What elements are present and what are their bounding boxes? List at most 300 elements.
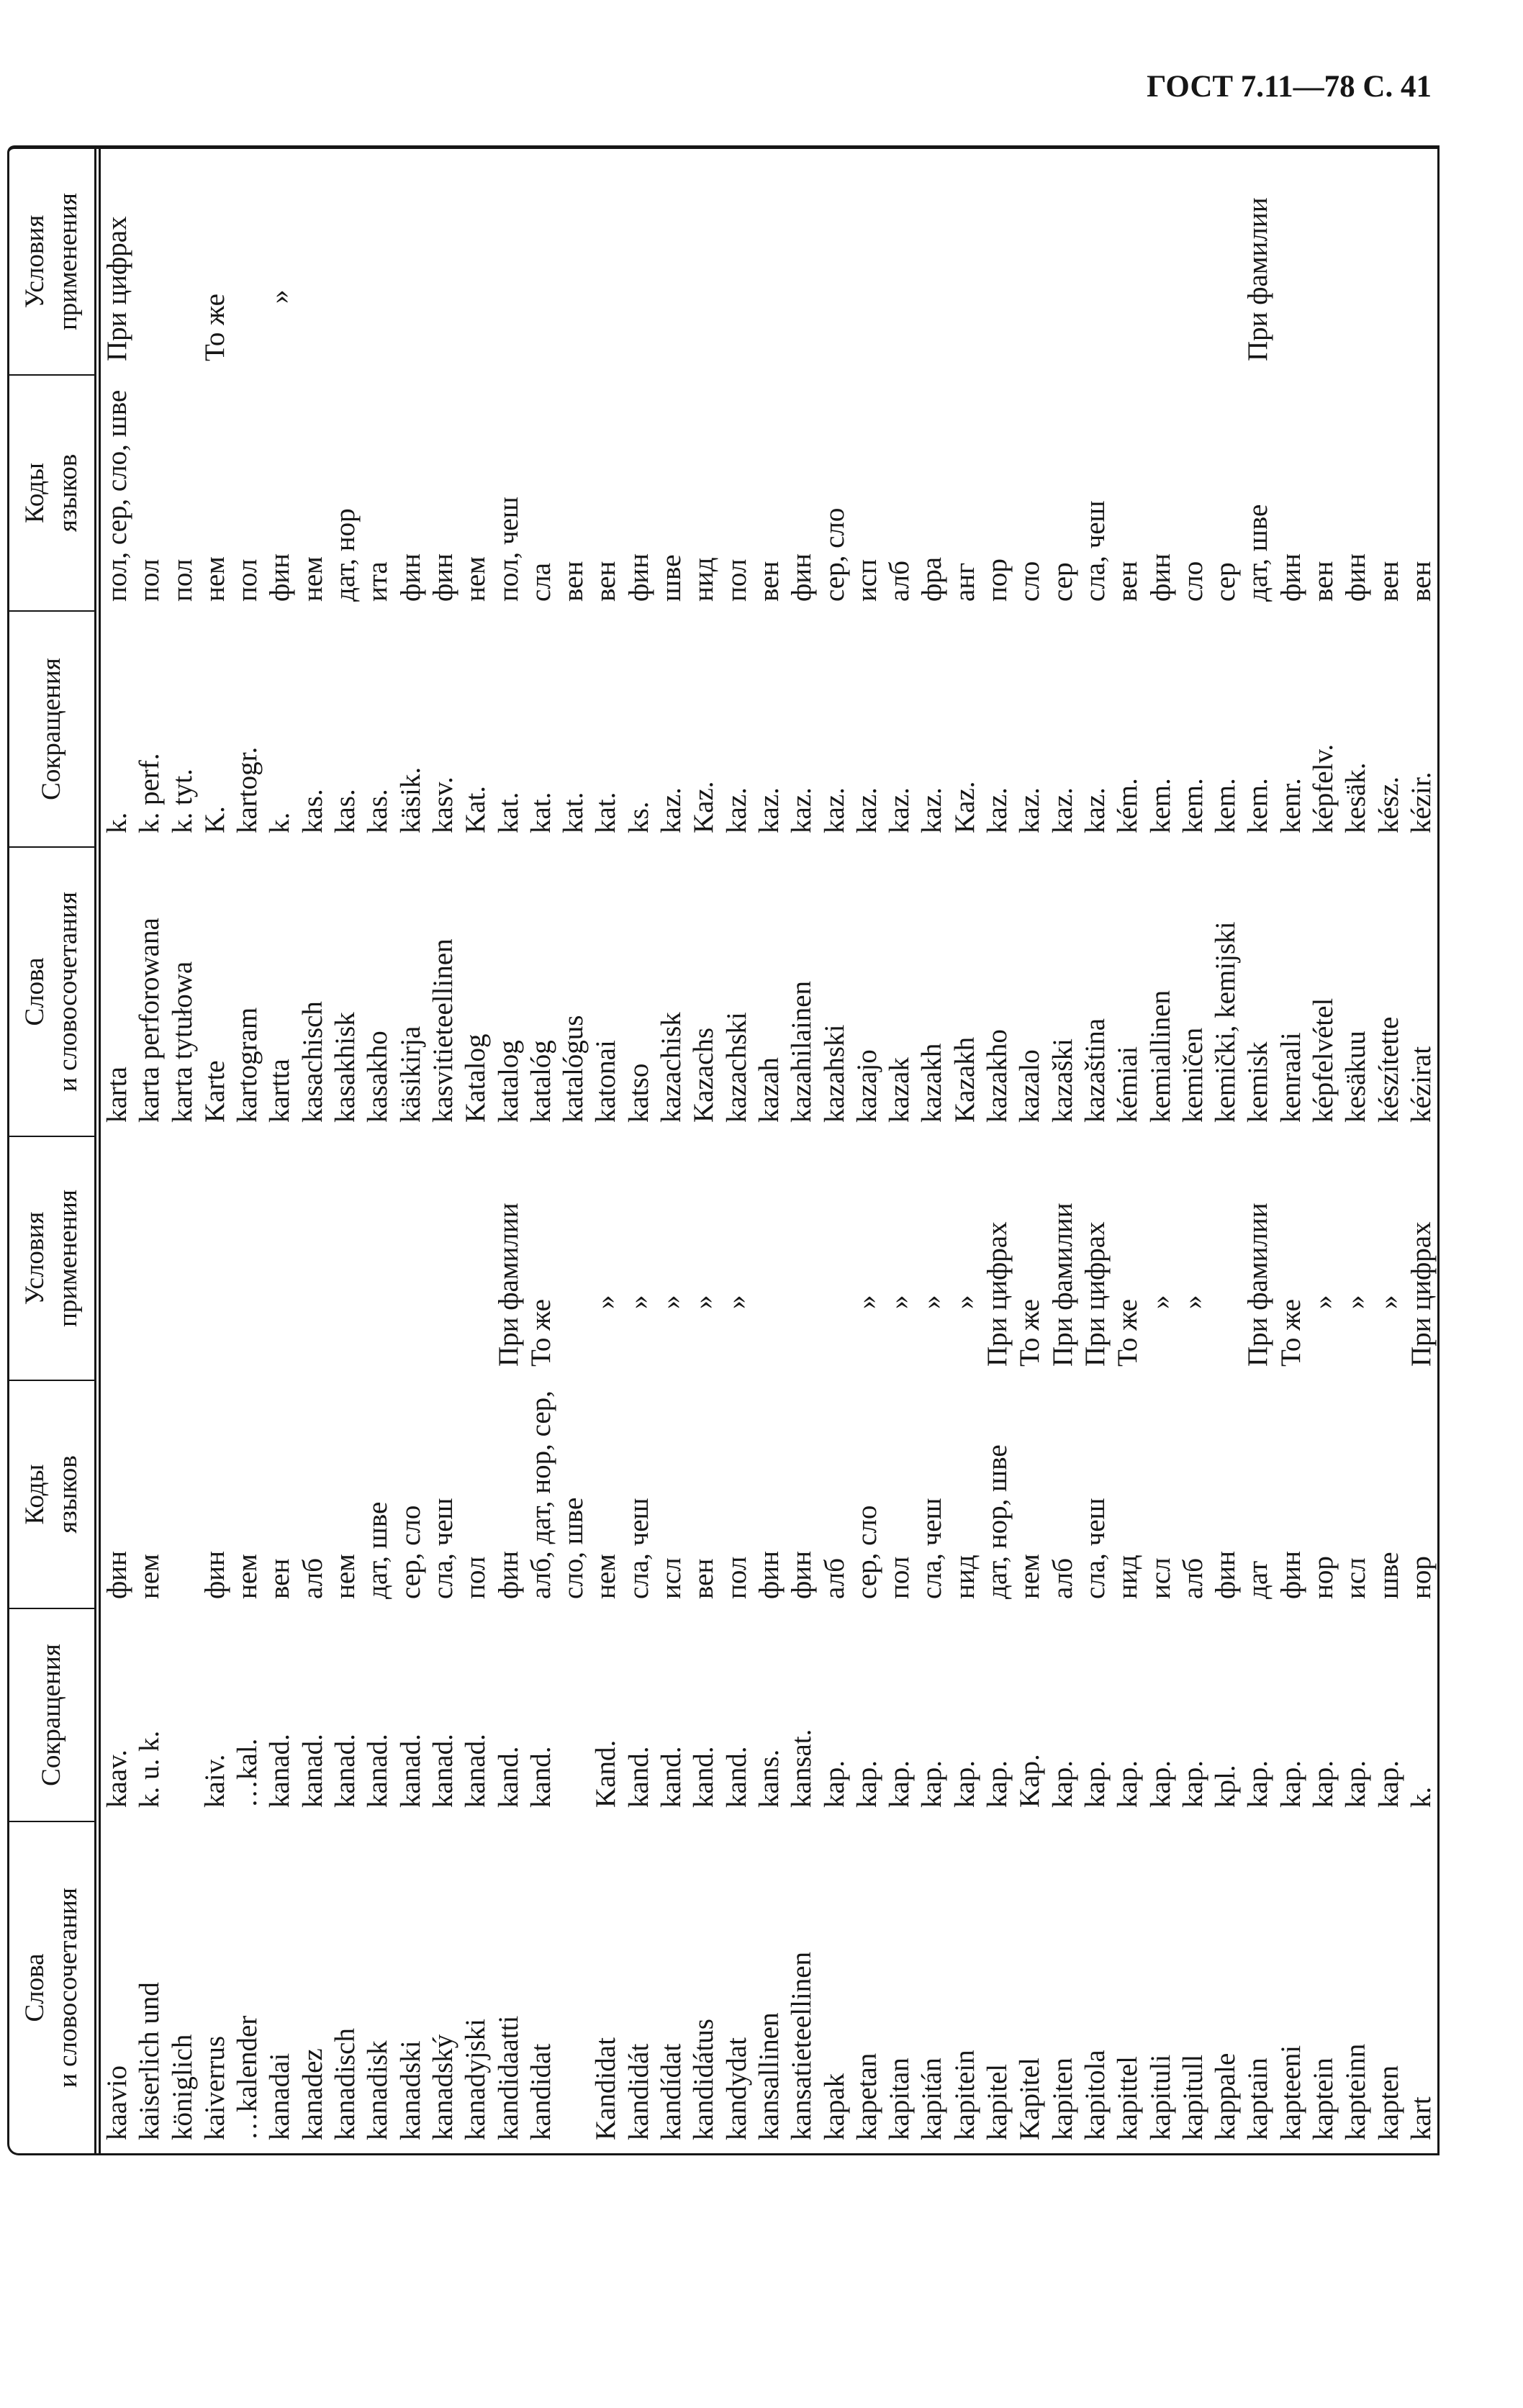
right-usage-condition-cell [720,149,753,374]
left-language-codes-cell: пол [884,1556,916,1599]
right-abbreviation-cell: kat. [558,792,589,833]
table-row [1405,149,1437,2153]
header-words-left [9,1821,94,2153]
right-usage-condition-cell [589,149,622,374]
left-usage-condition-cell: » [1340,1295,1372,1309]
header-abbreviations-line1: Сокращения [37,658,66,800]
right-word-cell: katalog [492,1040,524,1123]
right-usage-condition-cell [1307,149,1339,374]
left-word-cell: kapitull [1177,2054,1208,2140]
right-usage-condition-cell: При фамилии [1242,197,1274,361]
right-language-codes-cell: вен [558,561,589,602]
right-abbreviation-cell: képfelv. [1307,743,1339,833]
header-conditions-line2: применения [53,193,83,330]
right-usage-condition-cell [166,149,199,374]
right-abbreviation-cell: kaz. [1014,787,1046,833]
right-language-codes-cell: сла [525,562,556,602]
left-word-cell: Kandidat [590,2037,622,2140]
right-word-cell: kemisk [1242,1041,1274,1123]
table-row [231,149,263,2153]
right-abbreviation-cell: kas. [362,789,394,833]
right-abbreviation-cell: kaz. [656,787,687,833]
right-abbreviation-cell: k. tyt. [166,769,198,833]
table-row [655,149,687,2153]
left-usage-condition-cell [1209,1136,1242,1380]
right-abbreviation-cell: kaz. [884,787,916,833]
right-language-codes-cell: пол [134,558,166,602]
table-row [785,149,818,2153]
left-language-codes-cell: нем [134,1554,166,1599]
table-row [361,149,394,2153]
right-word-cell: Kazachs [688,1027,720,1123]
left-usage-condition-cell: При цифрах [1405,1221,1437,1367]
left-abbreviation-cell: kand. [656,1746,687,1808]
left-language-codes-cell: сла, чеш [623,1498,654,1599]
table-row [1079,149,1111,2153]
right-language-codes-cell: пол [720,558,752,602]
left-language-codes-cell: исл [1144,1557,1176,1599]
right-abbreviation-cell: k. [264,812,296,833]
left-abbreviation-cell: kaiv. [199,1754,230,1808]
right-word-cell: kézirat [1405,1046,1437,1123]
left-language-codes-cell: сла, чеш [427,1498,458,1599]
header-conditions-line2: применения [53,1190,83,1327]
left-word-cell: kansallinen [753,2012,785,2140]
left-usage-condition-cell [263,1136,296,1380]
left-language-codes-cell: фин [1275,1550,1306,1599]
left-abbreviation-cell: kanad. [394,1734,426,1808]
right-word-cell: Karte [199,1060,230,1123]
left-abbreviation-cell: kap. [1275,1760,1306,1808]
header-abbreviations-line1: Сокращения [37,1644,66,1786]
table-row [1242,149,1274,2153]
left-abbreviation-cell: kap. [1112,1760,1144,1808]
right-usage-condition-cell [361,149,394,374]
right-language-codes-cell: вен [590,561,622,602]
left-word-cell: kandidát [623,2043,654,2140]
left-language-codes-cell: вен [688,1558,720,1599]
right-abbreviation-cell: kas. [297,789,328,833]
left-usage-condition-cell: » [688,1295,720,1309]
right-language-codes-cell: сер [1047,562,1078,602]
left-language-codes-cell: вен [264,1558,296,1599]
left-word-cell: kaiverrus [199,2035,230,2140]
right-abbreviation-cell: kem. [1177,778,1208,833]
right-abbreviation-cell: kaz. [786,787,818,833]
left-language-codes-cell: алб [297,1558,328,1599]
left-language-codes-cell: сла, чеш [916,1498,948,1599]
table-row [492,149,525,2153]
table-row [297,149,329,2153]
right-abbreviation-cell: Kat. [460,785,492,833]
right-language-codes-cell: анг [949,562,980,602]
right-abbreviation-cell: kaz. [916,787,948,833]
left-language-codes-cell: фин [753,1550,785,1599]
right-word-cell: kartta [264,1059,296,1123]
left-word-cell: kanadez [297,2048,328,2140]
left-abbreviation-cell [557,1608,589,1821]
right-usage-condition-cell [1013,149,1046,374]
left-word-cell: kandidat [525,2043,556,2140]
left-language-codes-cell: нем [232,1554,263,1599]
right-word-cell: Kazakh [949,1036,980,1123]
left-abbreviation-cell: kap. [1079,1760,1111,1808]
right-language-codes-cell: шве [656,554,687,602]
left-language-codes-cell: нем [330,1554,361,1599]
left-language-codes-cell: сла, чеш [1079,1498,1111,1599]
right-usage-condition-cell: То же [199,294,230,361]
left-language-codes-cell: фин [101,1550,132,1599]
table-row [557,149,589,2153]
left-usage-condition-cell: » [916,1295,948,1309]
left-abbreviation-cell: kanad. [297,1734,328,1808]
right-usage-condition-cell [525,149,557,374]
right-usage-condition-cell [1405,149,1437,374]
right-word-cell: kazalo [1014,1049,1046,1123]
right-usage-condition-cell: » [264,289,296,304]
table-row [101,149,133,2153]
table-row [949,149,981,2153]
table-row [525,149,557,2153]
left-language-codes-cell: дат, шве [362,1501,394,1599]
right-language-codes-cell: пор [982,558,1013,602]
header-abbreviations-left [9,1608,94,1821]
right-word-cell: kémiai [1112,1046,1144,1123]
right-word-cell: kazah [753,1057,785,1123]
table-row [1275,149,1307,2153]
left-word-cell: kaptein [1307,2058,1339,2140]
right-usage-condition-cell [851,149,883,374]
left-usage-condition-cell: При фамилии [1047,1203,1078,1367]
right-usage-condition-cell [557,149,589,374]
left-abbreviation-cell: kans. [753,1749,785,1808]
abbreviations-table [7,145,1440,2155]
right-usage-condition-cell [753,149,785,374]
right-word-cell: katonai [590,1040,622,1123]
left-abbreviation-cell: kand. [492,1746,524,1808]
left-word-cell: kaavio [101,2065,132,2140]
left-usage-condition-cell: » [1373,1295,1404,1309]
left-word-cell: kanadský [427,2034,458,2140]
right-usage-condition-cell [1339,149,1372,374]
right-usage-condition-cell [1111,149,1144,374]
left-usage-condition-cell: » [656,1295,687,1309]
left-usage-condition-cell [361,1136,394,1380]
right-language-codes-cell: фин [394,553,426,602]
left-language-codes-cell: пол [720,1556,752,1599]
right-language-codes-cell: дат, нор [330,508,361,602]
left-language-codes-cell: исл [1340,1557,1372,1599]
table-row [329,149,361,2153]
right-word-cell: katalógus [558,1015,589,1123]
left-word-cell: kapituli [1144,2054,1176,2140]
table-row [1144,149,1177,2153]
right-usage-condition-cell [427,149,459,374]
left-abbreviation-cell: …kal. [232,1738,263,1808]
right-usage-condition-cell [655,149,687,374]
right-language-codes-cell: вен [1307,561,1339,602]
right-word-cell: kazahski [818,1024,850,1123]
right-language-codes-cell: нем [460,556,492,602]
right-usage-condition-cell [1047,149,1079,374]
right-language-codes-cell: сер, сло [818,507,850,602]
right-language-codes-cell: алб [884,561,916,602]
left-usage-condition-cell [557,1136,589,1380]
right-language-codes-cell: дат, шве [1242,504,1274,602]
left-word-cell: kanadyjski [460,2019,492,2140]
right-word-cell: kemički, kemijski [1210,921,1242,1123]
right-language-codes-cell: фин [786,553,818,602]
right-word-cell: kasachisch [297,1001,328,1123]
left-language-codes-cell: нор [1307,1556,1339,1599]
left-abbreviation-cell: kanad. [460,1734,492,1808]
left-abbreviation-cell: kap. [1242,1760,1274,1808]
left-word-cell: kapitola [1079,2050,1111,2140]
left-usage-condition-cell [394,1136,427,1380]
right-word-cell: kasakho [362,1031,394,1123]
right-language-codes-cell: фин [1144,553,1176,602]
table-row [720,149,753,2153]
left-word-cell: kandídat [656,2043,687,2140]
right-word-cell: kesäkuu [1340,1031,1372,1123]
right-language-codes-cell: вен [1373,561,1404,602]
table-row [851,149,883,2153]
table-row [1177,149,1209,2153]
right-usage-condition-cell [1144,149,1177,374]
header-words-line1: Слова [20,1953,50,2022]
left-abbreviation-cell: kap. [851,1760,882,1808]
right-abbreviation-cell: kartogr. [232,746,263,833]
right-abbreviation-cell: kenr. [1275,778,1306,833]
left-usage-condition-cell: » [851,1295,882,1309]
left-usage-condition-cell [231,1136,263,1380]
right-language-codes-cell: сла, чеш [1079,500,1111,602]
left-abbreviation-cell: kansat. [786,1729,818,1808]
right-usage-condition-cell [1275,149,1307,374]
right-abbreviation-cell: kasv. [427,777,458,833]
right-language-codes-cell: нем [199,556,230,602]
left-usage-condition-cell: » [949,1295,980,1309]
left-usage-condition-cell [427,1136,459,1380]
right-usage-condition-cell [231,149,263,374]
left-abbreviation-cell: kap. [1047,1760,1078,1808]
right-abbreviation-cell: ks. [623,801,654,833]
right-word-cell: kartogram [232,1007,263,1123]
left-word-cell: kapteeni [1275,2045,1306,2140]
right-language-codes-cell: сло [1177,561,1208,602]
left-language-codes-cell: дат [1242,1560,1274,1599]
right-abbreviation-cell: kész. [1373,776,1404,833]
right-abbreviation-cell: Kaz. [949,781,980,833]
left-word-cell: kaiserlich und [134,1982,166,2140]
table-row [753,149,785,2153]
right-word-cell: kazahilainen [786,980,818,1123]
header-words-line1: Слова [20,957,50,1026]
left-word-cell: kanadisch [330,2028,361,2140]
right-usage-condition-cell [1177,149,1209,374]
left-abbreviation-cell: kanad. [362,1734,394,1808]
right-language-codes-cell: фин [1275,553,1306,602]
right-language-codes-cell: ита [362,561,394,602]
table-body [101,149,1437,2153]
table-row [1013,149,1046,2153]
right-word-cell: karta tytułowa [166,961,198,1123]
right-abbreviation-cell: K. [199,806,230,833]
left-usage-condition-cell: » [590,1295,622,1309]
table-row [687,149,720,2153]
left-usage-condition-cell: » [1144,1295,1176,1309]
right-language-codes-cell: пол, сер, сло, шве [101,389,132,602]
right-word-cell: käsikirja [394,1026,426,1123]
left-abbreviation-cell: kap. [1177,1760,1208,1808]
right-language-codes-cell: исп [851,558,882,602]
right-abbreviation-cell: k. perf. [134,753,166,833]
right-usage-condition-cell [329,149,361,374]
left-language-codes-cell: сер, сло [394,1505,426,1599]
right-word-cell: kazachisk [656,1012,687,1123]
right-word-cell: készítette [1373,1016,1404,1123]
right-usage-condition-cell [916,149,948,374]
left-abbreviation-cell: kap. [818,1760,850,1808]
header-words-line2: и словосочетания [53,892,83,1092]
header-words-right [9,846,94,1136]
left-abbreviation-cell: kand. [623,1746,654,1808]
left-word-cell: kart [1405,2096,1437,2140]
right-word-cell: kemiallinen [1144,990,1176,1123]
table-row [916,149,948,2153]
right-language-codes-cell: сер [1210,562,1242,602]
left-usage-condition-cell [166,1136,199,1380]
left-language-codes-cell: фин [199,1550,230,1599]
right-abbreviation-cell: kézir. [1405,771,1437,833]
left-word-cell: kaptain [1242,2058,1274,2140]
left-abbreviation-cell: kap. [1340,1760,1372,1808]
right-usage-condition-cell [1079,149,1111,374]
table-row [883,149,916,2153]
right-word-cell: kazachski [720,1012,752,1123]
table-row [623,149,655,2153]
left-usage-condition-cell [753,1136,785,1380]
left-word-cell: kansatieteellinen [786,1951,818,2140]
right-language-codes-cell: нид [688,557,720,602]
table-row [1111,149,1144,2153]
left-usage-condition-cell: То же [1014,1299,1046,1367]
left-word-cell: kapten [1373,2065,1404,2140]
left-usage-condition-cell: При фамилии [492,1203,524,1367]
right-language-codes-cell: вен [1112,561,1144,602]
right-language-codes-cell: нем [297,556,328,602]
left-abbreviation-cell: kap. [884,1760,916,1808]
left-language-codes-cell: пол [460,1556,492,1599]
left-language-codes-cell: алб [1177,1558,1208,1599]
right-abbreviation-cell: kaz. [851,787,882,833]
left-usage-condition-cell [329,1136,361,1380]
right-language-codes-cell: вен [753,561,785,602]
right-abbreviation-cell: kém. [1112,778,1144,833]
table-row [166,149,199,2153]
left-abbreviation-cell: kap. [916,1760,948,1808]
right-word-cell: Katalog [460,1033,492,1123]
right-word-cell: kazakh [916,1043,948,1123]
left-word-cell: kapetan [851,2052,882,2140]
left-usage-condition-cell: » [884,1295,916,1309]
left-word-cell: kanadisk [362,2040,394,2140]
right-language-codes-cell: сло [1014,561,1046,602]
left-language-codes-cell [166,1380,199,1608]
left-abbreviation-cell: kpl. [1210,1765,1242,1808]
left-word-cell: kapittel [1112,2056,1144,2140]
right-word-cell: kazaški [1047,1038,1078,1123]
table-row [263,149,296,2153]
left-word-cell: Kapitel [1014,2058,1046,2140]
left-language-codes-cell: нид [949,1554,980,1599]
table-row [981,149,1013,2153]
table-row [1307,149,1339,2153]
right-abbreviation-cell: k. [101,812,132,833]
left-usage-condition-cell: При цифрах [982,1221,1013,1367]
left-usage-condition-cell [459,1136,492,1380]
right-usage-condition-cell: При цифрах [101,216,132,361]
right-abbreviation-cell: kaz. [1079,787,1111,833]
right-abbreviation-cell: kat. [492,792,524,833]
header-words-line2: и словосочетания [53,1888,83,2088]
left-abbreviation-cell: kap. [949,1760,980,1808]
header-conditions-left [9,1136,94,1380]
left-word-cell: kanadai [264,2052,296,2140]
right-abbreviation-cell: kas. [330,789,361,833]
right-usage-condition-cell [297,149,329,374]
right-abbreviation-cell: kaz. [818,787,850,833]
right-abbreviation-cell: kesäk. [1340,762,1372,833]
right-language-codes-cell: пол [166,558,198,602]
left-usage-condition-cell [785,1136,818,1380]
left-abbreviation-cell: kap. [1144,1760,1176,1808]
left-language-codes-cell: фин [1210,1550,1242,1599]
left-abbreviation-cell: kap. [982,1760,1013,1808]
right-word-cell: katalóg [525,1040,556,1123]
table-row [1339,149,1372,2153]
left-language-codes-cell: нем [1014,1554,1046,1599]
right-language-codes-cell: фин [264,553,296,602]
left-usage-condition-cell: При фамилии [1242,1203,1274,1367]
right-language-codes-cell: фин [623,553,654,602]
right-abbreviation-cell: kem. [1210,778,1242,833]
left-abbreviation-cell: kand. [688,1746,720,1808]
right-word-cell: kazak [884,1057,916,1123]
right-word-cell: kazaština [1079,1018,1111,1123]
right-language-codes-cell: фра [916,556,948,602]
left-usage-condition-cell: » [1177,1295,1208,1309]
table-row [427,149,459,2153]
right-abbreviation-cell: kem. [1144,778,1176,833]
right-usage-condition-cell [459,149,492,374]
right-usage-condition-cell [623,149,655,374]
right-abbreviation-cell: kat. [590,792,622,833]
left-language-codes-cell: шве [1373,1552,1404,1599]
left-usage-condition-cell [818,1136,851,1380]
left-word-cell: kandidátus [688,2019,720,2140]
right-abbreviation-cell: kaz. [982,787,1013,833]
left-language-codes-cell: алб, дат, нор, сер, [525,1390,556,1599]
right-usage-condition-cell [687,149,720,374]
right-word-cell: kenraali [1275,1032,1306,1123]
table-row [394,149,427,2153]
right-usage-condition-cell [883,149,916,374]
left-usage-condition-cell [133,1136,166,1380]
header-codes-line2: языков [53,453,83,533]
right-word-cell: kasvitieteellinen [427,938,458,1123]
left-language-codes-cell: исл [656,1557,687,1599]
